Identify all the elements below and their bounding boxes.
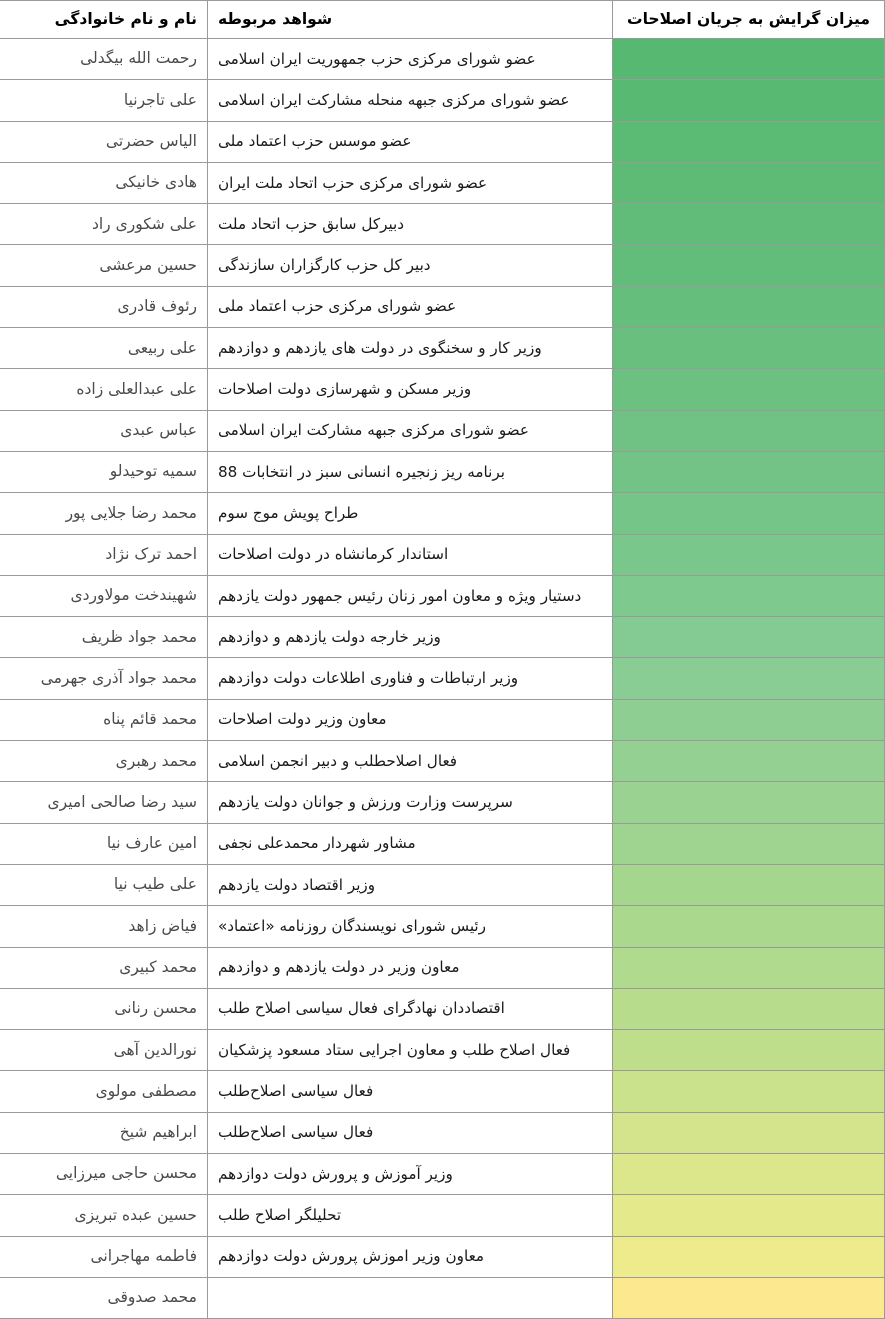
person-name-cell: سید رضا صالحی امیری [0,782,208,823]
evidence-cell: فعال سیاسی اصلاح‌طلب [208,1112,613,1153]
table-row [0,39,885,80]
evidence-cell: معاون وزیر در دولت یازدهم و دوازدهم [208,947,613,988]
person-name-cell: الیاس حضرتی [0,121,208,162]
person-name-cell: حسین مرعشی [0,245,208,286]
score-color-cell [613,699,885,740]
evidence-cell: دبیرکل سابق حزب اتحاد ملت [208,204,613,245]
table-row [0,906,885,947]
evidence-cell: طراح پویش موج سوم [208,493,613,534]
evidence-cell: وزیر ارتباطات و فناوری اطلاعات دولت دوازدهم [208,658,613,699]
person-name-cell: ابراهیم شیخ [0,1112,208,1153]
person-name-cell: محسن حاجی میرزایی [0,1154,208,1195]
score-color-cell [613,575,885,616]
table-row [0,741,885,782]
person-name-cell: محمد قائم پناه [0,699,208,740]
person-name-cell: رئوف قادری [0,286,208,327]
evidence-cell: معاون وزیر دولت اصلاحات [208,699,613,740]
person-name-cell: حسین عبده تبریزی [0,1195,208,1236]
table-row [0,245,885,286]
person-name-cell: محمد جواد ظریف [0,617,208,658]
table-row [0,1071,885,1112]
score-color-cell [613,1236,885,1277]
table-row [0,286,885,327]
table-row [0,451,885,492]
evidence-cell: وزیر مسکن و شهرسازی دولت اصلاحات [208,369,613,410]
person-name-cell: محمد رضا جلایی پور [0,493,208,534]
score-color-cell [613,1277,885,1318]
person-name-cell: نورالدین آهی [0,1030,208,1071]
score-color-cell [613,286,885,327]
header-row [0,1,885,39]
person-name-cell: علی تاجرنیا [0,80,208,121]
evidence-cell: دستیار ویژه و معاون امور زنان رئیس جمهور دولت یازدهم [208,575,613,616]
table-row [0,1277,885,1318]
table-row [0,121,885,162]
table-row [0,1236,885,1277]
score-color-cell [613,864,885,905]
person-name-cell: علی عبدالعلی زاده [0,369,208,410]
table-row [0,658,885,699]
table-row [0,617,885,658]
person-name-cell: مصطفی مولوی [0,1071,208,1112]
score-color-cell [613,245,885,286]
score-color-cell [613,204,885,245]
table-row [0,1195,885,1236]
evidence-cell: عضو شورای مرکزی حزب اعتماد ملی [208,286,613,327]
table-row [0,369,885,410]
person-name-cell: فیاض زاهد [0,906,208,947]
table-row [0,534,885,575]
person-name-cell: فاطمه مهاجرانی [0,1236,208,1277]
score-color-cell [613,121,885,162]
person-name-cell: شهیندخت مولاوردی [0,575,208,616]
evidence-cell: دبیر کل حزب کارگزاران سازندگی [208,245,613,286]
score-color-cell [613,741,885,782]
person-name-cell: محمد صدوقی [0,1277,208,1318]
table-row [0,864,885,905]
table-row [0,575,885,616]
column-header-name: نام و نام خانوادگی [0,1,208,39]
person-name-cell: علی شکوری راد [0,204,208,245]
table-row [0,988,885,1029]
evidence-cell: برنامه ریز زنجیره انسانی سبز در انتخابات 88 [208,451,613,492]
table-row [0,328,885,369]
table-row [0,699,885,740]
evidence-cell [208,1277,613,1318]
score-color-cell [613,534,885,575]
table-row [0,1112,885,1153]
evidence-cell: تحلیلگر اصلاح طلب [208,1195,613,1236]
evidence-cell: وزیر آموزش و پرورش دولت دوازدهم [208,1154,613,1195]
score-color-cell [613,1112,885,1153]
evidence-cell: وزیر اقتصاد دولت یازدهم [208,864,613,905]
score-color-cell [613,1030,885,1071]
evidence-cell: عضو شورای مرکزی جبهه منحله مشارکت ایران اسلامی [208,80,613,121]
score-color-cell [613,988,885,1029]
score-color-cell [613,906,885,947]
table-row [0,80,885,121]
column-header-evidence: شواهد مربوطه [208,1,613,39]
score-color-cell [613,658,885,699]
score-color-cell [613,1195,885,1236]
evidence-cell: استاندار کرمانشاه در دولت اصلاحات [208,534,613,575]
table-row [0,1154,885,1195]
person-name-cell: محسن رنانی [0,988,208,1029]
evidence-cell: سرپرست وزارت ورزش و جوانان دولت یازدهم [208,782,613,823]
score-color-cell [613,451,885,492]
score-color-cell [613,947,885,988]
evidence-cell: عضو شورای مرکزی حزب جمهوریت ایران اسلامی [208,39,613,80]
score-color-cell [613,782,885,823]
evidence-cell: وزیر کار و سخنگوی در دولت های یازدهم و دوازدهم [208,328,613,369]
evidence-cell: اقتصاددان نهادگرای فعال سیاسی اصلاح طلب [208,988,613,1029]
evidence-cell: فعال اصلاحطلب و دبیر انجمن اسلامی [208,741,613,782]
person-name-cell: عباس عبدی [0,410,208,451]
score-color-cell [613,328,885,369]
person-name-cell: هادی خانیکی [0,162,208,203]
score-color-cell [613,80,885,121]
score-color-cell [613,1071,885,1112]
table-row [0,823,885,864]
table-row [0,947,885,988]
evidence-cell: فعال سیاسی اصلاح‌طلب [208,1071,613,1112]
score-color-cell [613,162,885,203]
person-name-cell: سمیه توحیدلو [0,451,208,492]
column-header-score: میزان گرایش به جریان اصلاحات [613,1,885,39]
evidence-cell: فعال اصلاح طلب و معاون اجرایی ستاد مسعود پزشکیان [208,1030,613,1071]
score-color-cell [613,369,885,410]
table-row [0,410,885,451]
table-row [0,1030,885,1071]
evidence-cell: عضو شورای مرکزی حزب اتحاد ملت ایران [208,162,613,203]
evidence-cell: رئیس شورای نویسندگان روزنامه «اعتماد» [208,906,613,947]
score-color-cell [613,1154,885,1195]
table-row [0,493,885,534]
person-name-cell: امین عارف نیا [0,823,208,864]
score-color-cell [613,39,885,80]
person-name-cell: محمد کبیری [0,947,208,988]
score-color-cell [613,410,885,451]
table-row [0,782,885,823]
evidence-cell: معاون وزیر اموزش پرورش دولت دوازدهم [208,1236,613,1277]
evidence-cell: وزیر خارجه دولت یازدهم و دوازدهم [208,617,613,658]
person-name-cell: احمد ترک نژاد [0,534,208,575]
table-row [0,162,885,203]
person-name-cell: محمد جواد آذری جهرمی [0,658,208,699]
person-name-cell: علی طیب نیا [0,864,208,905]
evidence-cell: عضو موسس حزب اعتماد ملی [208,121,613,162]
evidence-cell: مشاور شهردار محمدعلی نجفی [208,823,613,864]
score-color-cell [613,617,885,658]
person-name-cell: محمد رهبری [0,741,208,782]
table-body [0,39,885,1319]
table-row [0,204,885,245]
score-color-cell [613,823,885,864]
person-name-cell: علی ربیعی [0,328,208,369]
score-color-cell [613,493,885,534]
person-name-cell: رحمت الله بیگدلی [0,39,208,80]
table-header [0,1,885,39]
evidence-cell: عضو شورای مرکزی جبهه مشارکت ایران اسلامی [208,410,613,451]
